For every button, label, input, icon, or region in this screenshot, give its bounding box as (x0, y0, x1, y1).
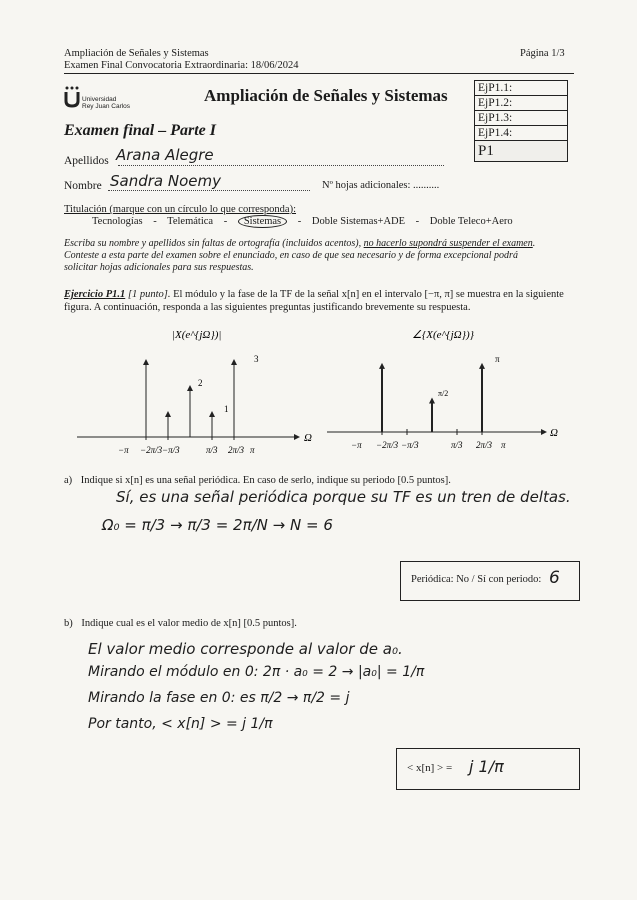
question-a-text: Indique si x[n] es una señal periódica. En caso de serlo, indique su periodo [0.5 puntos]. (80, 475, 451, 486)
magnitude-plot (72, 322, 322, 470)
phase-title: ∠{X(e^{jΩ})} (412, 329, 475, 341)
answer-b-line-3[interactable]: Mirando la fase en 0: es π/2 → π/2 = j (88, 690, 350, 706)
answer-a-line-1[interactable]: Sí, es una señal periódica porque su TF es un tren de deltas. (116, 488, 571, 506)
exercise-statement (64, 288, 584, 314)
answer-a-box-label: Periódica: No / Sí con periodo: (411, 574, 542, 585)
instruction-text-a: Escriba su nombre y apellidos sin faltas de ortografía (incluidos acentos), (64, 238, 364, 249)
exam-subtitle: Examen final – Parte I (64, 122, 217, 139)
phase-plot (322, 322, 572, 470)
mag-stems-arrowhead-2 (187, 385, 193, 391)
main-title: Ampliación de Señales y Sistemas (204, 86, 448, 105)
logo-text (82, 96, 130, 110)
score-row-4: EjP1.4: (475, 126, 568, 141)
question-a-label: a) (64, 475, 73, 486)
question-b-text: Indique cual es el valor medio de x[n] [0.5 puntos]. (81, 618, 297, 629)
mag-ticks-tick-label-5: π (250, 445, 255, 455)
question-a (64, 475, 451, 486)
answer-b-box-label: < x[n] > = (407, 762, 453, 774)
mag-ticks-tick-label-3: π/3 (206, 445, 218, 455)
score-total: P1 (475, 141, 568, 162)
question-b (64, 618, 297, 629)
exercise-label: Ejercicio P1.1 (64, 289, 126, 300)
mag-ticks-tick-label-1: −2π/3 (140, 445, 163, 455)
mag-stems-arrowhead-4 (231, 359, 237, 365)
mag-ticks-tick-label-4: 2π/3 (228, 445, 245, 455)
option-sep-2: - (223, 216, 228, 227)
answer-b-line-1[interactable]: El valor medio corresponde al valor de a₀. (88, 640, 403, 658)
nombre-line (108, 190, 310, 191)
exam-header: Examen Final Convocatoria Extraordinaria: 18/06/2024 (64, 60, 299, 71)
mag-value-label-0: 2 (198, 378, 203, 388)
course-header: Ampliación de Señales y Sistemas (64, 48, 209, 59)
mag-stems-arrowhead-3 (209, 411, 215, 417)
apellidos-value[interactable]: Arana Alegre (116, 146, 214, 164)
option-tecnologias[interactable]: Tecnologías (92, 216, 143, 227)
phase-ticks-tick-label-4: 2π/3 (476, 440, 493, 450)
answer-b-line-4[interactable]: Por tanto, < x[n] > = j 1/π (88, 716, 273, 732)
instruction-period: . (532, 238, 536, 249)
apellidos-label: Apellidos (64, 155, 109, 167)
answer-a-box-value[interactable]: 6 (549, 568, 560, 588)
nombre-label: Nombre (64, 180, 102, 192)
titulacion-options (92, 216, 513, 227)
phase-ticks-tick-label-1: −2π/3 (376, 440, 399, 450)
phase-xlabel: Ω (550, 427, 558, 439)
apellidos-line (118, 165, 444, 166)
logo-line-2: Rey Juan Carlos (82, 103, 131, 110)
answer-b-box-value[interactable]: j 1/π (469, 757, 504, 776)
phase-value-label-1: π (495, 354, 500, 364)
answer-a-box (400, 561, 580, 601)
instruction-line-1 (64, 238, 584, 250)
phase-stems-arrowhead-0 (379, 363, 385, 369)
titulacion-label: Titulación (marque con un círculo lo que corresponda): (64, 204, 297, 215)
phase-ticks-tick-label-0: −π (351, 440, 362, 450)
hojas-label: Nº hojas adicionales: .......... (322, 180, 440, 191)
phase-ticks-tick-label-5: π (501, 440, 506, 450)
option-sep-4: - (415, 216, 420, 227)
phase-ticks-tick-label-3: π/3 (451, 440, 463, 450)
magnitude-title: |X(e^{jΩ})| (172, 329, 222, 341)
mag-stems-arrowhead-0 (143, 359, 149, 365)
option-doble-ade[interactable]: Doble Sistemas+ADE (311, 216, 406, 227)
mag-ticks-tick-label-0: −π (118, 445, 129, 455)
magnitude-xlabel: Ω (304, 432, 312, 444)
option-sep-3: - (297, 216, 302, 227)
option-doble-aero[interactable]: Doble Teleco+Aero (429, 216, 513, 227)
option-telematica[interactable]: Telemática (167, 216, 214, 227)
option-sep-1: - (153, 216, 157, 227)
answer-a-line-2[interactable]: Ω₀ = π/3 → π/3 = 2π/N → N = 6 (102, 516, 333, 534)
phase-stems-arrowhead-2 (479, 363, 485, 369)
university-logo-icon (64, 86, 80, 108)
logo-line-1: Universidad (82, 96, 117, 103)
score-row-2: EjP1.2: (475, 96, 568, 111)
exercise-line-1 (64, 288, 584, 301)
score-table (474, 80, 568, 162)
university-logo (64, 86, 80, 108)
page-number: Página 1/3 (520, 48, 565, 59)
phase-ticks-tick-label-2: −π/3 (401, 440, 419, 450)
exercise-points: [1 punto]. (127, 289, 171, 300)
score-row-3: EjP1.3: (475, 111, 568, 126)
nombre-value[interactable]: Sandra Noemy (110, 172, 221, 190)
header-divider (64, 73, 574, 74)
instruction-line-2: Conteste a esta parte del examen sobre el enunciado, en caso de que sea necesario y de forma excepcional podrá (64, 250, 518, 261)
score-row-1: EjP1.1: (475, 81, 568, 96)
phase-stems-arrowhead-1 (429, 397, 435, 403)
mag-value-label-1: 1 (224, 404, 229, 414)
mag-ticks-tick-label-2: −π/3 (162, 445, 180, 455)
mag-value-label-2: 3 (254, 354, 259, 364)
exercise-text-1: El módulo y la fase de la TF de la señal x[n] en el intervalo [−π, π] se muestra en la siguiente (173, 289, 564, 300)
mag-stems-arrowhead-1 (165, 411, 171, 417)
instruction-line-3: solicitar hojas adicionales para sus respuestas. (64, 262, 254, 273)
instruction-warning: no hacerlo supondrá suspender el examen (363, 238, 533, 249)
instructions (64, 238, 584, 274)
answer-b-line-2[interactable]: Mirando el módulo en 0: 2π · a₀ = 2 → |a₀| = 1/π (88, 664, 425, 680)
answer-b-box (396, 748, 580, 790)
exercise-text-2: figura. A continuación, responda a las siguientes preguntas justificando brevemente su respuesta. (64, 302, 471, 313)
phase-value-label-0: π/2 (438, 389, 449, 398)
option-sistemas[interactable]: Sistemas (238, 215, 287, 228)
question-b-label: b) (64, 618, 73, 629)
